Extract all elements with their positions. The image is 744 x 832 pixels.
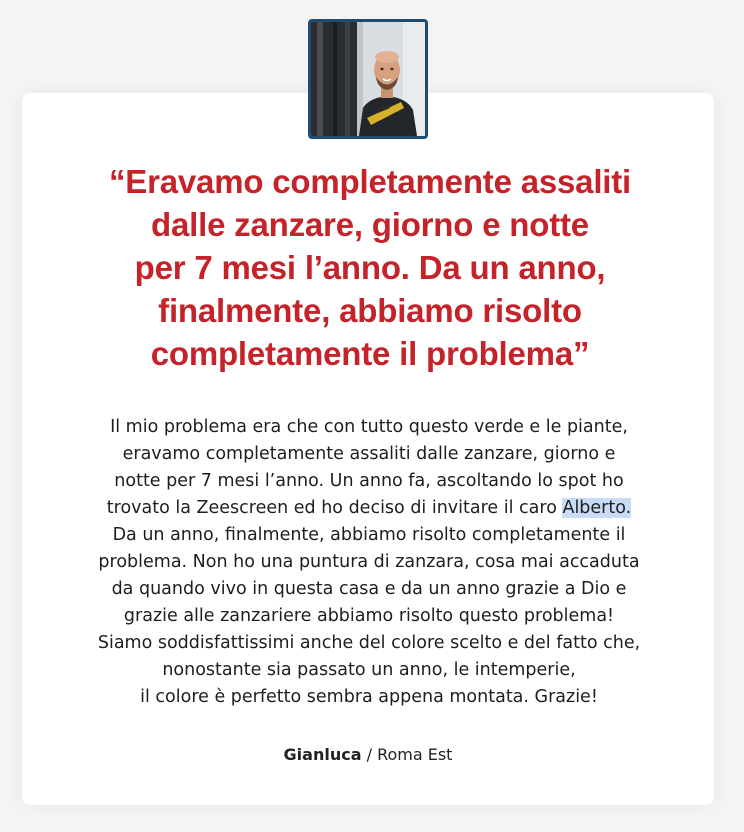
headline-line: “Eravamo completamente assaliti	[108, 163, 632, 200]
body-line: grazie alle zanzariere abbiamo risolto questo problema!	[123, 606, 615, 626]
body-line: da quando vivo in questa casa e da un anno grazie a Dio e	[111, 579, 627, 599]
testimonial-headline	[60, 160, 680, 375]
headline-line: finalmente, abbiamo risolto	[158, 292, 582, 329]
author-name: Gianluca	[283, 745, 362, 764]
headline-line: dalle zanzare, giorno e notte	[151, 206, 589, 243]
body-line: nonostante sia passato un anno, le intemperie,	[162, 660, 576, 680]
customer-avatar	[308, 19, 428, 139]
highlighted-selection[interactable]: Alberto.	[562, 498, 632, 518]
body-line: Il mio problema era che con tutto questo verde e le piante,	[110, 417, 628, 437]
author-location: Roma Est	[377, 745, 453, 764]
headline-line: per 7 mesi l’anno. Da un anno,	[134, 249, 606, 286]
body-line: Siamo soddisfattissimi anche del colore scelto e del fatto che,	[97, 633, 641, 653]
body-line-text: trovato la Zeescreen ed ho deciso di invitare il caro	[106, 498, 563, 518]
testimonial-author	[0, 744, 736, 766]
body-line: Da un anno, finalmente, abbiamo risolto completamente il	[112, 525, 626, 545]
body-line	[50, 495, 688, 522]
body-line: eravamo completamente assaliti dalle zanzare, giorno e	[122, 444, 616, 464]
body-line: il colore è perfetto sembra appena montata. Grazie!	[140, 687, 598, 707]
testimonial-body	[50, 414, 688, 711]
author-separator: /	[361, 745, 378, 764]
headline-line: completamente il problema”	[150, 335, 590, 372]
body-line: problema. Non ho una puntura di zanzara, cosa mai accaduta	[98, 552, 640, 572]
body-line: notte per 7 mesi l’anno. Un anno fa, ascoltando lo spot ho	[114, 471, 624, 491]
customer-photo-icon	[311, 22, 425, 136]
